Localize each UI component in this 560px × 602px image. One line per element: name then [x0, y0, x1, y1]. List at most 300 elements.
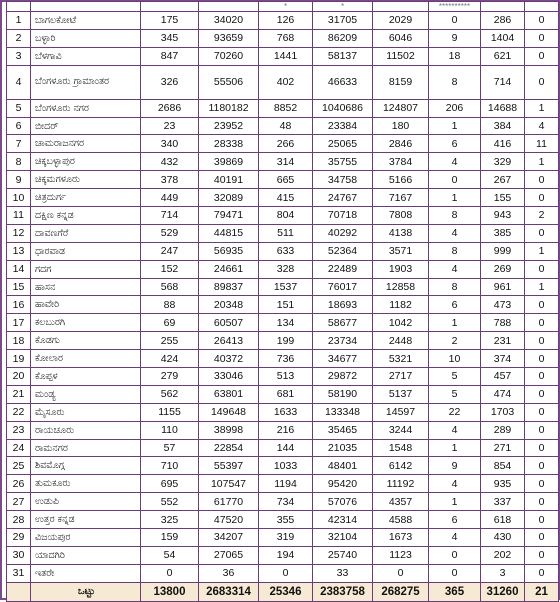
serial-number-cell: 5: [7, 99, 31, 117]
value-cell: 180: [373, 117, 429, 135]
value-cell: 199: [259, 332, 313, 350]
value-cell: 286: [481, 12, 525, 30]
value-cell: 402: [259, 65, 313, 99]
value-cell: 0: [525, 65, 559, 99]
district-name-cell: ಗದಗ: [31, 260, 141, 278]
value-cell: 25065: [313, 135, 373, 153]
value-cell: 1042: [373, 314, 429, 332]
value-cell: 665: [259, 171, 313, 189]
value-cell: 40191: [199, 171, 259, 189]
value-cell: 55397: [199, 457, 259, 475]
value-cell: 69: [141, 314, 199, 332]
value-cell: 0: [525, 189, 559, 207]
value-cell: 34020: [199, 12, 259, 30]
value-cell: 1548: [373, 439, 429, 457]
district-name-cell: ಚಾಮರಾಜನಗರ: [31, 135, 141, 153]
value-cell: 0: [525, 12, 559, 30]
value-cell: 6046: [373, 29, 429, 47]
value-cell: 9: [429, 29, 481, 47]
value-cell: 39869: [199, 153, 259, 171]
district-name-cell: ಧಾರವಾಡ: [31, 242, 141, 260]
total-blank-cell: [7, 582, 31, 601]
table-row: [7, 385, 559, 403]
value-cell: 4: [429, 529, 481, 547]
value-cell: 11502: [373, 47, 429, 65]
district-name-cell: ದಾವಣಗೆರೆ: [31, 224, 141, 242]
total-value-cell: 13800: [141, 582, 199, 601]
value-cell: 449: [141, 189, 199, 207]
value-cell: 14597: [373, 403, 429, 421]
table-row: [7, 475, 559, 493]
value-cell: 513: [259, 368, 313, 386]
serial-number-cell: 15: [7, 278, 31, 296]
district-name-cell: ಹಾವೇರಿ: [31, 296, 141, 314]
value-cell: 374: [481, 350, 525, 368]
value-cell: 27065: [199, 546, 259, 564]
serial-number-cell: 16: [7, 296, 31, 314]
value-cell: 1903: [373, 260, 429, 278]
value-cell: 33: [313, 564, 373, 582]
value-cell: 61770: [199, 493, 259, 511]
value-cell: 416: [481, 135, 525, 153]
district-name-cell: ಬೆಂಗಳೂರು ನಗರ: [31, 99, 141, 117]
value-cell: 0: [525, 403, 559, 421]
serial-number-cell: 23: [7, 421, 31, 439]
district-name-cell: ಉತ್ತರ ಕನ್ನಡ: [31, 511, 141, 529]
table-row: [7, 350, 559, 368]
value-cell: 6142: [373, 457, 429, 475]
value-cell: 0: [525, 29, 559, 47]
district-name-cell: ಚಿಕ್ಕಮಗಳೂರು: [31, 171, 141, 189]
value-cell: 56935: [199, 242, 259, 260]
value-cell: 2686: [141, 99, 199, 117]
table-row: [7, 207, 559, 225]
value-cell: 31705: [313, 12, 373, 30]
value-cell: 29872: [313, 368, 373, 386]
value-cell: 4588: [373, 511, 429, 529]
value-cell: 0: [525, 511, 559, 529]
value-cell: 568: [141, 278, 199, 296]
value-cell: 271: [481, 439, 525, 457]
value-cell: 86209: [313, 29, 373, 47]
value-cell: 961: [481, 278, 525, 296]
value-cell: 151: [259, 296, 313, 314]
value-cell: 159: [141, 529, 199, 547]
value-cell: 152: [141, 260, 199, 278]
serial-number-cell: 31: [7, 564, 31, 582]
value-cell: 529: [141, 224, 199, 242]
table-row: [7, 29, 559, 47]
value-cell: 93659: [199, 29, 259, 47]
value-cell: 5166: [373, 171, 429, 189]
value-cell: 20348: [199, 296, 259, 314]
value-cell: 58677: [313, 314, 373, 332]
value-cell: 5321: [373, 350, 429, 368]
value-cell: 328: [259, 260, 313, 278]
serial-number-cell: 17: [7, 314, 31, 332]
value-cell: 40292: [313, 224, 373, 242]
table-row: [7, 242, 559, 260]
value-cell: 26413: [199, 332, 259, 350]
value-cell: 0: [525, 475, 559, 493]
district-name-cell: ಇತರೇ: [31, 564, 141, 582]
value-cell: 134: [259, 314, 313, 332]
value-cell: 0: [429, 12, 481, 30]
value-cell: 34677: [313, 350, 373, 368]
value-cell: 54: [141, 546, 199, 564]
header-cell: [141, 2, 199, 12]
serial-number-cell: 22: [7, 403, 31, 421]
value-cell: 430: [481, 529, 525, 547]
header-cell: [7, 2, 31, 12]
value-cell: 34207: [199, 529, 259, 547]
serial-number-cell: 29: [7, 529, 31, 547]
value-cell: 562: [141, 385, 199, 403]
header-cell: [373, 2, 429, 12]
value-cell: 202: [481, 546, 525, 564]
value-cell: 681: [259, 385, 313, 403]
value-cell: 11: [525, 135, 559, 153]
serial-number-cell: 12: [7, 224, 31, 242]
value-cell: 0: [525, 171, 559, 189]
value-cell: 0: [525, 350, 559, 368]
table-row: [7, 296, 559, 314]
value-cell: 618: [481, 511, 525, 529]
total-value-cell: 25346: [259, 582, 313, 601]
value-cell: 378: [141, 171, 199, 189]
value-cell: 22: [429, 403, 481, 421]
value-cell: 1: [429, 117, 481, 135]
value-cell: 319: [259, 529, 313, 547]
table-row: [7, 421, 559, 439]
value-cell: 325: [141, 511, 199, 529]
value-cell: 63801: [199, 385, 259, 403]
value-cell: 23734: [313, 332, 373, 350]
table-row: [7, 260, 559, 278]
value-cell: 3571: [373, 242, 429, 260]
value-cell: 79471: [199, 207, 259, 225]
table-row: [7, 564, 559, 582]
table-row: [7, 439, 559, 457]
value-cell: 194: [259, 546, 313, 564]
value-cell: 149648: [199, 403, 259, 421]
value-cell: 10: [429, 350, 481, 368]
value-cell: 511: [259, 224, 313, 242]
value-cell: 5137: [373, 385, 429, 403]
serial-number-cell: 18: [7, 332, 31, 350]
value-cell: 231: [481, 332, 525, 350]
value-cell: 3784: [373, 153, 429, 171]
value-cell: 7808: [373, 207, 429, 225]
header-cell: *: [313, 2, 373, 12]
value-cell: 2: [429, 332, 481, 350]
serial-number-cell: 8: [7, 153, 31, 171]
value-cell: 126: [259, 12, 313, 30]
serial-number-cell: 27: [7, 493, 31, 511]
value-cell: 4: [429, 153, 481, 171]
value-cell: 2029: [373, 12, 429, 30]
serial-number-cell: 30: [7, 546, 31, 564]
table-row: [7, 403, 559, 421]
value-cell: 1404: [481, 29, 525, 47]
value-cell: 0: [259, 564, 313, 582]
value-cell: 0: [525, 224, 559, 242]
serial-number-cell: 21: [7, 385, 31, 403]
value-cell: 269: [481, 260, 525, 278]
value-cell: 935: [481, 475, 525, 493]
value-cell: 48: [259, 117, 313, 135]
table-row: [7, 153, 559, 171]
serial-number-cell: 11: [7, 207, 31, 225]
table-row: [7, 117, 559, 135]
value-cell: 32089: [199, 189, 259, 207]
value-cell: 57076: [313, 493, 373, 511]
value-cell: 133348: [313, 403, 373, 421]
table-body: [7, 2, 559, 602]
value-cell: 21035: [313, 439, 373, 457]
value-cell: 3: [481, 564, 525, 582]
value-cell: 1: [429, 314, 481, 332]
district-name-cell: ಬೆಂಗಳೂರು ಗ್ರಾಮಾಂತರ: [31, 65, 141, 99]
total-label-cell: ಒಟ್ಟು: [31, 582, 141, 601]
value-cell: 8: [429, 278, 481, 296]
total-value-cell: 268275: [373, 582, 429, 601]
district-stats-table: [6, 1, 559, 602]
value-cell: 25740: [313, 546, 373, 564]
district-name-cell: ಬಾಗಲಕೋಟೆ: [31, 12, 141, 30]
table-row: [7, 135, 559, 153]
value-cell: 175: [141, 12, 199, 30]
value-cell: 1: [525, 242, 559, 260]
value-cell: 633: [259, 242, 313, 260]
value-cell: 58190: [313, 385, 373, 403]
value-cell: 289: [481, 421, 525, 439]
value-cell: 6: [429, 135, 481, 153]
table-row: [7, 332, 559, 350]
total-value-cell: 21: [525, 582, 559, 601]
value-cell: 155: [481, 189, 525, 207]
value-cell: 552: [141, 493, 199, 511]
value-cell: 4: [429, 421, 481, 439]
value-cell: 714: [481, 65, 525, 99]
table-row: [7, 493, 559, 511]
value-cell: 1123: [373, 546, 429, 564]
district-name-cell: ಬಳ್ಳಾರಿ: [31, 29, 141, 47]
value-cell: 5: [429, 385, 481, 403]
value-cell: 6: [429, 296, 481, 314]
value-cell: 340: [141, 135, 199, 153]
value-cell: 206: [429, 99, 481, 117]
value-cell: 424: [141, 350, 199, 368]
serial-number-cell: 20: [7, 368, 31, 386]
value-cell: 58137: [313, 47, 373, 65]
value-cell: 247: [141, 242, 199, 260]
value-cell: 355: [259, 511, 313, 529]
value-cell: 279: [141, 368, 199, 386]
value-cell: 22489: [313, 260, 373, 278]
district-name-cell: ಕೊಡಗು: [31, 332, 141, 350]
value-cell: 14688: [481, 99, 525, 117]
value-cell: 0: [429, 171, 481, 189]
header-row-partial: [7, 2, 559, 12]
value-cell: 4357: [373, 493, 429, 511]
table-row: [7, 546, 559, 564]
value-cell: 5: [429, 368, 481, 386]
serial-number-cell: 19: [7, 350, 31, 368]
value-cell: 384: [481, 117, 525, 135]
header-cell: **********: [429, 2, 481, 12]
value-cell: 695: [141, 475, 199, 493]
district-name-cell: ಉಡುಪಿ: [31, 493, 141, 511]
value-cell: 1182: [373, 296, 429, 314]
value-cell: 24767: [313, 189, 373, 207]
value-cell: 52364: [313, 242, 373, 260]
value-cell: 3244: [373, 421, 429, 439]
value-cell: 736: [259, 350, 313, 368]
value-cell: 23384: [313, 117, 373, 135]
value-cell: 38998: [199, 421, 259, 439]
value-cell: 0: [525, 296, 559, 314]
value-cell: 2: [525, 207, 559, 225]
value-cell: 326: [141, 65, 199, 99]
value-cell: 267: [481, 171, 525, 189]
value-cell: 144: [259, 439, 313, 457]
value-cell: 12858: [373, 278, 429, 296]
value-cell: 57: [141, 439, 199, 457]
value-cell: 89837: [199, 278, 259, 296]
value-cell: 1633: [259, 403, 313, 421]
district-name-cell: ರಾಯಚೂರು: [31, 421, 141, 439]
value-cell: 34758: [313, 171, 373, 189]
value-cell: 8: [429, 242, 481, 260]
table-row: [7, 278, 559, 296]
district-name-cell: ಬೀದರ್: [31, 117, 141, 135]
value-cell: 255: [141, 332, 199, 350]
value-cell: 4: [429, 224, 481, 242]
table-row: [7, 47, 559, 65]
district-name-cell: ತುಮಕೂರು: [31, 475, 141, 493]
value-cell: 0: [429, 564, 481, 582]
value-cell: 70718: [313, 207, 373, 225]
value-cell: 0: [525, 493, 559, 511]
value-cell: 714: [141, 207, 199, 225]
value-cell: 33046: [199, 368, 259, 386]
value-cell: 474: [481, 385, 525, 403]
table-row: [7, 99, 559, 117]
value-cell: 0: [141, 564, 199, 582]
district-name-cell: ಯಾದಗಿರಿ: [31, 546, 141, 564]
value-cell: 1673: [373, 529, 429, 547]
value-cell: 8852: [259, 99, 313, 117]
table-row: [7, 529, 559, 547]
value-cell: 0: [525, 47, 559, 65]
value-cell: 70260: [199, 47, 259, 65]
value-cell: 847: [141, 47, 199, 65]
serial-number-cell: 14: [7, 260, 31, 278]
value-cell: 1033: [259, 457, 313, 475]
value-cell: 1: [525, 99, 559, 117]
value-cell: 2717: [373, 368, 429, 386]
serial-number-cell: 24: [7, 439, 31, 457]
serial-number-cell: 25: [7, 457, 31, 475]
value-cell: 473: [481, 296, 525, 314]
serial-number-cell: 6: [7, 117, 31, 135]
value-cell: 385: [481, 224, 525, 242]
value-cell: 329: [481, 153, 525, 171]
value-cell: 23952: [199, 117, 259, 135]
value-cell: 24661: [199, 260, 259, 278]
value-cell: 0: [525, 332, 559, 350]
district-name-cell: ವಿಜಯಪುರ: [31, 529, 141, 547]
district-name-cell: ಬೆಳಗಾವಿ: [31, 47, 141, 65]
header-cell: [481, 2, 525, 12]
value-cell: 2448: [373, 332, 429, 350]
value-cell: 1: [429, 493, 481, 511]
value-cell: 35755: [313, 153, 373, 171]
value-cell: 1194: [259, 475, 313, 493]
value-cell: 6: [429, 511, 481, 529]
value-cell: 804: [259, 207, 313, 225]
value-cell: 55506: [199, 65, 259, 99]
value-cell: 0: [525, 564, 559, 582]
value-cell: 47520: [199, 511, 259, 529]
value-cell: 36: [199, 564, 259, 582]
value-cell: 1: [525, 153, 559, 171]
value-cell: 1180182: [199, 99, 259, 117]
table-row: [7, 65, 559, 99]
value-cell: 415: [259, 189, 313, 207]
table-row: [7, 314, 559, 332]
district-name-cell: ಕಲಬುರಗಿ: [31, 314, 141, 332]
value-cell: 28338: [199, 135, 259, 153]
table-row: [7, 12, 559, 30]
value-cell: 0: [525, 457, 559, 475]
value-cell: 314: [259, 153, 313, 171]
value-cell: 4: [429, 260, 481, 278]
value-cell: 1: [429, 439, 481, 457]
district-name-cell: ರಾಮನಗರ: [31, 439, 141, 457]
value-cell: 110: [141, 421, 199, 439]
value-cell: 216: [259, 421, 313, 439]
value-cell: 457: [481, 368, 525, 386]
value-cell: 734: [259, 493, 313, 511]
total-value-cell: 2683314: [199, 582, 259, 601]
value-cell: 1040686: [313, 99, 373, 117]
district-name-cell: ಮಂಡ್ಯ: [31, 385, 141, 403]
value-cell: 95420: [313, 475, 373, 493]
value-cell: 23: [141, 117, 199, 135]
value-cell: 7167: [373, 189, 429, 207]
value-cell: 1: [429, 189, 481, 207]
value-cell: 11192: [373, 475, 429, 493]
value-cell: 0: [525, 546, 559, 564]
serial-number-cell: 13: [7, 242, 31, 260]
value-cell: 124807: [373, 99, 429, 117]
value-cell: 1155: [141, 403, 199, 421]
total-row: [7, 582, 559, 601]
value-cell: 0: [525, 529, 559, 547]
value-cell: 768: [259, 29, 313, 47]
district-name-cell: ಶಿವಮೊಗ್ಗ: [31, 457, 141, 475]
value-cell: 788: [481, 314, 525, 332]
value-cell: 8: [429, 65, 481, 99]
value-cell: 76017: [313, 278, 373, 296]
value-cell: 107547: [199, 475, 259, 493]
value-cell: 60507: [199, 314, 259, 332]
value-cell: 4138: [373, 224, 429, 242]
value-cell: 266: [259, 135, 313, 153]
value-cell: 88: [141, 296, 199, 314]
